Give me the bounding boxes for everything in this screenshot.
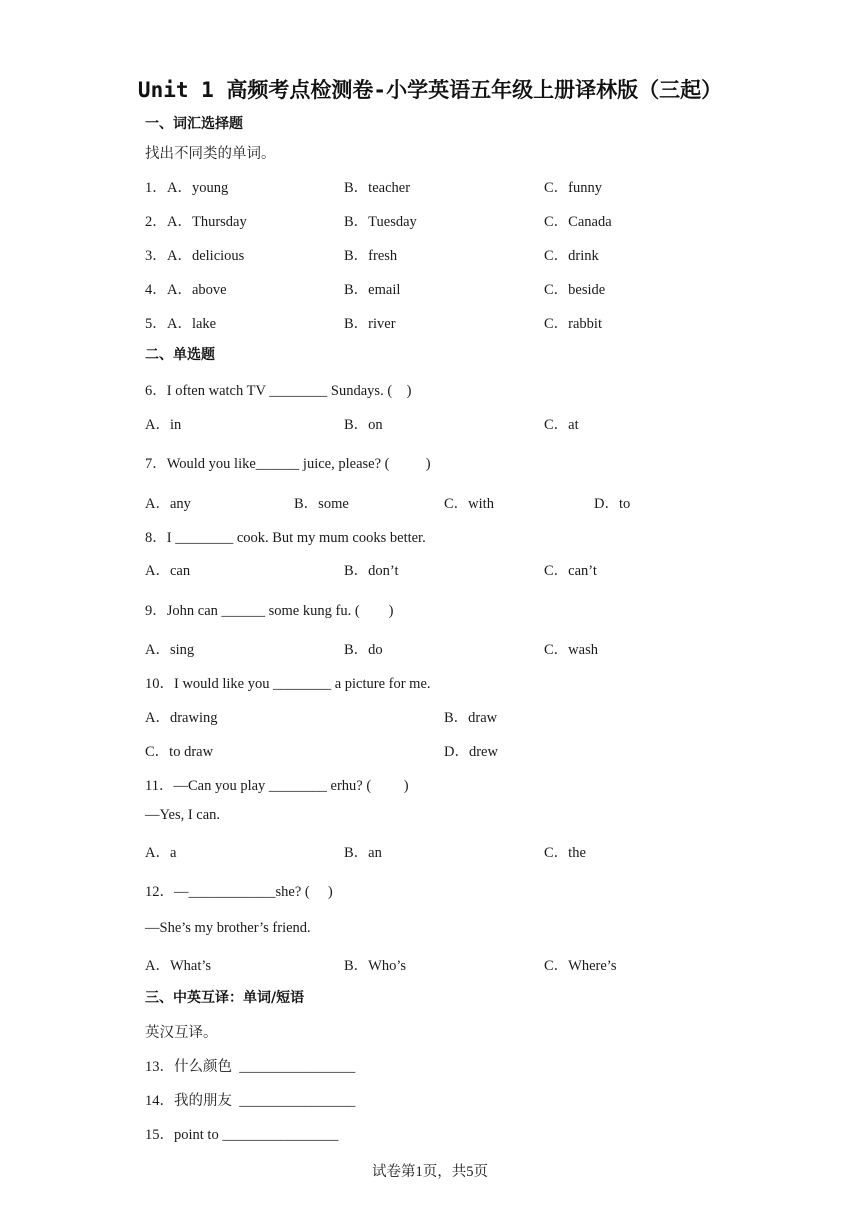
option-b: B．an (344, 845, 382, 861)
option-c: C．can’t (544, 563, 597, 579)
option-c: C．Where’s (544, 958, 617, 974)
section-heading-single-choice: 二、单选题 (145, 347, 215, 363)
option-b: B．email (344, 282, 401, 298)
option-a: A．sing (145, 642, 195, 658)
option-a: A．young (167, 180, 229, 196)
option-a: A．lake (167, 316, 217, 332)
option-c: C．funny (544, 180, 602, 196)
option-b: B．do (344, 642, 383, 658)
question-text: 7．Would you like______ juice, please? ( ) (145, 456, 431, 472)
question-text: 10．I would like you ________ a picture for me. (145, 676, 431, 692)
option-a: A．drawing (145, 710, 218, 726)
option-a: A．any (145, 496, 191, 512)
option-a: A．Thursday (167, 214, 247, 230)
question-text: 9．John can ______ some kung fu. ( ) (145, 603, 394, 619)
option-b: B．fresh (344, 248, 398, 264)
option-b: B．don’t (344, 563, 399, 579)
option-c: C．Canada (544, 214, 612, 230)
translation-item-14: 14．我的朋友 ________________ (145, 1093, 356, 1109)
question-text: 12．—____________she? ( ) (145, 884, 333, 900)
dialogue-reply: —Yes, I can. (145, 807, 221, 823)
dialogue-reply: —She’s my brother’s friend. (145, 920, 311, 936)
option-c: C．the (544, 845, 586, 861)
option-b: B．on (344, 417, 383, 433)
option-c: C．beside (544, 282, 606, 298)
option-a: A．a (145, 845, 177, 861)
option-b: B．Tuesday (344, 214, 417, 230)
option-b: B．teacher (344, 180, 411, 196)
option-a: A．above (167, 282, 227, 298)
page-footer: 试卷第1页，共5页 (372, 1164, 488, 1180)
section-instruction-vocab: 找出不同类的单词。 (145, 146, 276, 162)
question-number: 1． (145, 180, 167, 196)
question-text: 6．I often watch TV ________ Sundays. ( ) (145, 383, 412, 399)
option-a: A．delicious (167, 248, 245, 264)
option-c: C．drink (544, 248, 599, 264)
section-instruction-translation: 英汉互译。 (145, 1025, 218, 1041)
option-b: B．draw (444, 710, 498, 726)
option-c: C．at (544, 417, 579, 433)
page-title: Unit 1 高频考点检测卷-小学英语五年级上册译林版（三起） (137, 78, 723, 102)
question-text: 8．I ________ cook. But my mum cooks better. (145, 530, 426, 546)
option-c: C．to draw (145, 744, 214, 760)
section-heading-vocab: 一、词汇选择题 (145, 116, 243, 132)
question-number: 4． (145, 282, 167, 298)
option-c: C．wash (544, 642, 598, 658)
option-d: D．drew (444, 744, 498, 760)
option-a: A．in (145, 417, 182, 433)
question-text: 11．—Can you play ________ erhu? ( ) (145, 778, 409, 794)
option-a: A．What’s (145, 958, 212, 974)
translation-item-13: 13．什么颜色 ________________ (145, 1059, 356, 1075)
section-heading-translation: 三、中英互译：单词/短语 (145, 990, 305, 1006)
question-number: 2． (145, 214, 167, 230)
option-b: B．some (294, 496, 349, 512)
option-c: C．rabbit (544, 316, 602, 332)
option-b: B．Who’s (344, 958, 407, 974)
question-number: 5． (145, 316, 167, 332)
option-b: B．river (344, 316, 396, 332)
translation-item-15: 15．point to ________________ (145, 1127, 339, 1143)
question-number: 3． (145, 248, 167, 264)
option-c: C．with (444, 496, 494, 512)
option-d: D．to (594, 496, 631, 512)
option-a: A．can (145, 563, 191, 579)
